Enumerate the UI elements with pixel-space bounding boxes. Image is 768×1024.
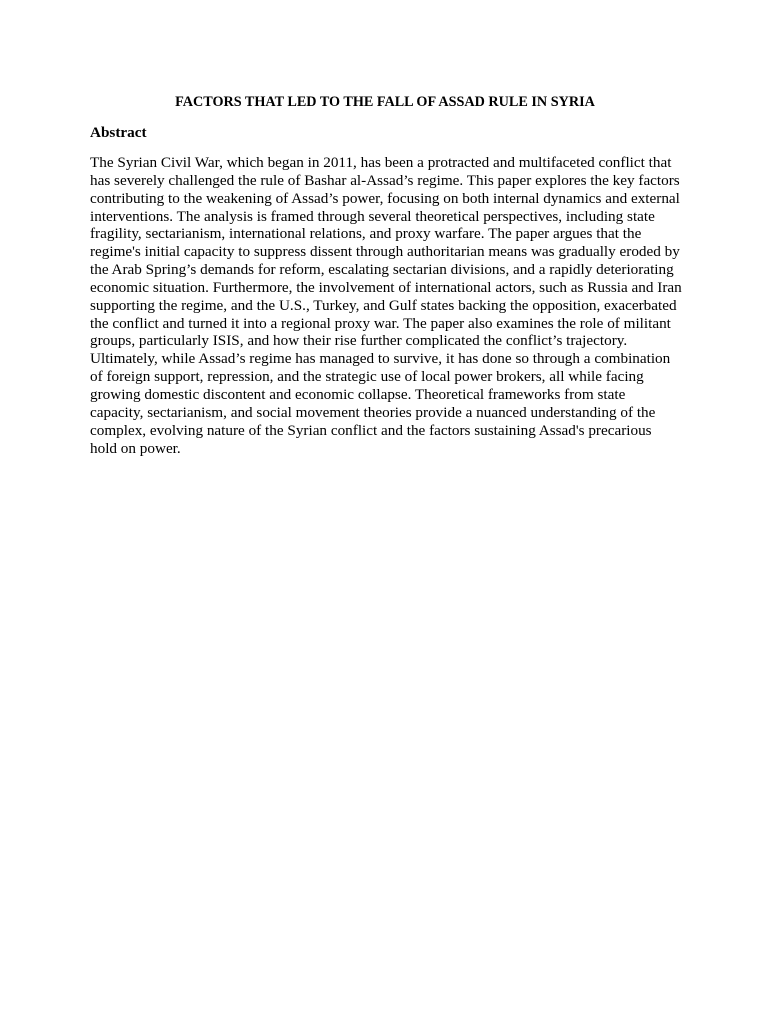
abstract-line: capacity, sectarianism, and social movement theories provide a nuanced understanding of the [90, 403, 656, 421]
abstract-line: the Arab Spring’s demands for reform, escalating sectarian divisions, and a rapidly deteriorating [90, 261, 674, 279]
abstract-line: the conflict and turned it into a regional proxy war. The paper also examines the role of militant [90, 314, 671, 332]
abstract-line: economic situation. Furthermore, the involvement of international actors, such as Russia and Iran [90, 278, 682, 296]
abstract-heading: Abstract [90, 124, 147, 141]
abstract-line: complex, evolving nature of the Syrian conflict and the factors sustaining Assad's precarious [90, 421, 652, 439]
abstract-line: The Syrian Civil War, which began in 2011, has been a protracted and multifaceted conflict that [90, 154, 672, 171]
abstract-line: fragility, sectarianism, international relations, and proxy warfare. The paper argues that the [90, 225, 642, 243]
abstract-line: has severely challenged the rule of Bashar al-Assad’s regime. This paper explores the key factors [90, 171, 680, 189]
abstract-line: growing domestic discontent and economic collapse. Theoretical frameworks from state [90, 385, 626, 403]
abstract-line: of foreign support, repression, and the strategic use of local power brokers, all while facing [90, 368, 644, 386]
abstract-line: groups, particularly ISIS, and how their rise further complicated the conflict’s trajectory. [90, 332, 628, 350]
abstract-line: contributing to the weakening of Assad’s power, focusing on both internal dynamics and external [90, 189, 680, 207]
abstract-line: interventions. The analysis is framed through several theoretical perspectives, including state [90, 207, 655, 225]
abstract-line: supporting the regime, and the U.S., Turkey, and Gulf states backing the opposition, exacerbated [90, 296, 677, 314]
abstract-paragraph [90, 154, 680, 457]
abstract-line: regime's initial capacity to suppress dissent through authoritarian means was gradually eroded by [90, 243, 680, 261]
document-title: FACTORS THAT LED TO THE FALL OF ASSAD RULE IN SYRIA [175, 94, 595, 110]
document-content [90, 93, 680, 457]
abstract-line: hold on power. [90, 439, 181, 457]
abstract-line: Ultimately, while Assad’s regime has managed to survive, it has done so through a combination [90, 350, 671, 368]
